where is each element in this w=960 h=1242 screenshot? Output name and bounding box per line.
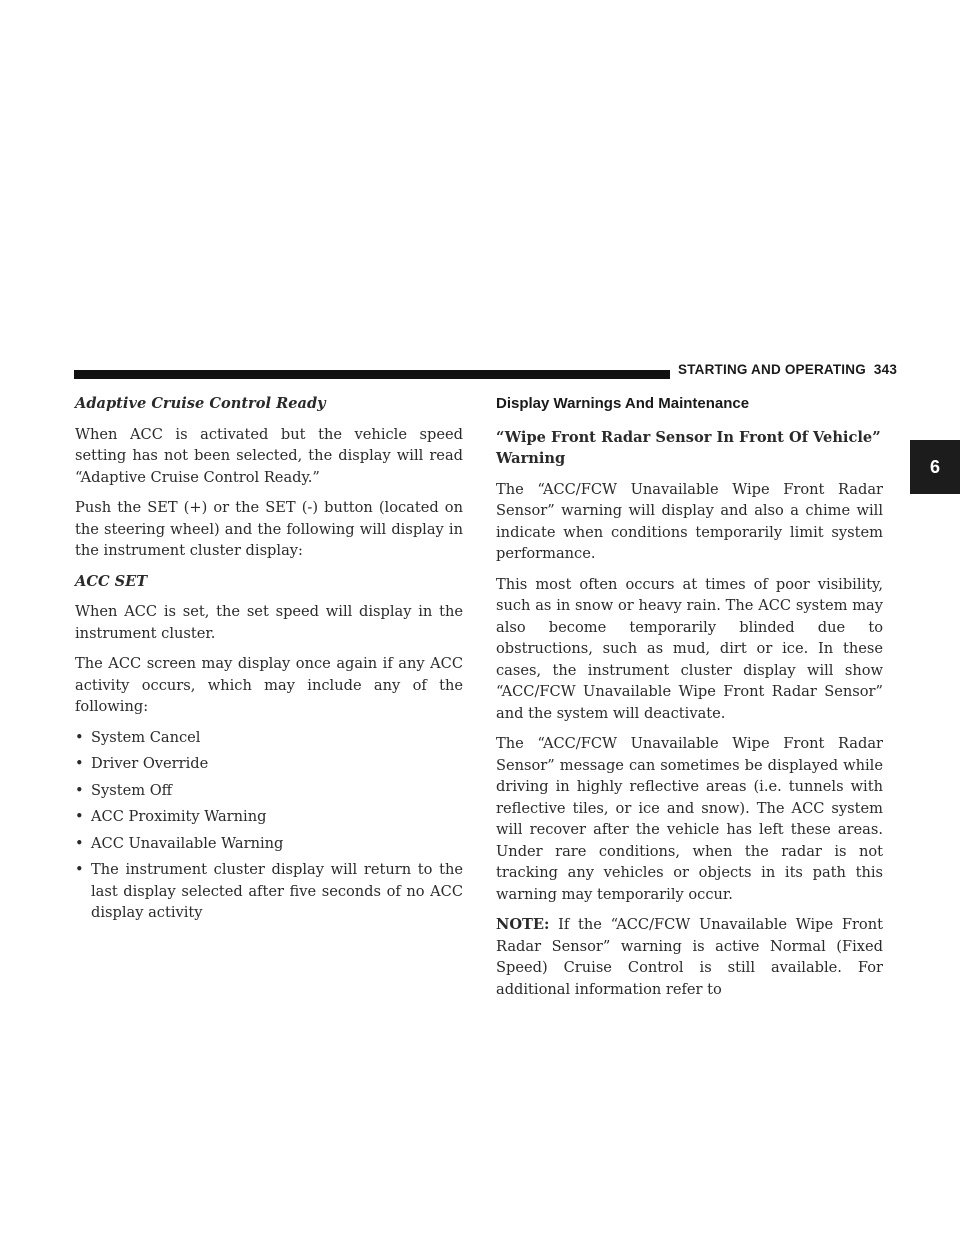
acc-ready-heading: Adaptive Cruise Control Ready [75,395,326,412]
chapter-tab: 6 [910,440,960,494]
acc-screen-paragraph: The ACC screen may display once again if any ACC activity occurs, which may include any of the following: [75,655,463,715]
list-item: • ACC Unavailable Warning [75,833,463,855]
note-paragraph [496,914,883,1000]
warning-paragraph-2: This most often occurs at times of poor visibility, such as in snow or heavy rain. The ACC system may also become temporarily blinded due to obstructions, such as mud, dirt or ice. In these cases, the instrument cluster display will show “ACC/FCW Unavailable Wipe Front Radar Sensor” and the system will deactivate. [496,575,883,722]
left-column [75,393,463,929]
bullet-icon: • [75,755,84,772]
list-item: • The instrument cluster display will return to the last display selected after five seconds of no ACC display activity [75,861,463,921]
list-item: • Driver Override [75,753,463,775]
page-number: 343 [873,362,898,377]
header-rule [74,370,670,379]
bullet-icon: • [75,781,84,799]
bullet-icon: • [75,728,84,746]
list-item: • System Cancel [75,727,463,749]
warning-paragraph-3: The “ACC/FCW Unavailable Wipe Front Radar Sensor” message can sometimes be displayed while driving in highly reflective areas (i.e. tunnels with reflective tiles, or ice and snow). The ACC system will recover after the vehicle has left these areas. Under rare conditions, when the radar is not tracking any vehicles or objects in its path this warning may temporarily occur. [496,735,883,903]
running-header [678,362,897,377]
warning-heading: “Wipe Front Radar Sensor In Front Of Vehicle” Warning [496,428,881,467]
acc-ready-paragraph: When ACC is activated but the vehicle speed setting has not been selected, the display will read “Adaptive Cruise Control Ready.” [75,425,463,486]
bullet-icon: • [75,861,84,878]
right-column [496,393,883,1009]
list-item: • System Off [75,780,463,802]
acc-set-heading: ACC SET [75,572,148,590]
header-section-title: STARTING AND OPERATING [678,362,866,377]
acc-activity-list [75,727,463,924]
warning-paragraph-1: The “ACC/FCW Unavailable Wipe Front Radar Sensor” warning will display and also a chime will indicate when conditions temporarily limit system performance. [496,480,883,562]
bullet-icon: • [75,834,84,852]
list-item: • ACC Proximity Warning [75,806,463,828]
bullet-icon: • [75,808,84,825]
acc-set-paragraph: When ACC is set, the set speed will display in the instrument cluster. [75,603,463,642]
push-set-paragraph: Push the SET (+) or the SET (-) button (located on the steering wheel) and the following will display in the instrument cluster display: [75,499,463,559]
note-label: NOTE: [496,916,550,933]
note-text: If the “ACC/FCW Unavailable Wipe Front Radar Sensor” warning is active Normal (Fixed Speed) Cruise Control is still available. For additional information refer to [496,916,883,998]
section-title: Display Warnings And Maintenance [496,395,750,412]
